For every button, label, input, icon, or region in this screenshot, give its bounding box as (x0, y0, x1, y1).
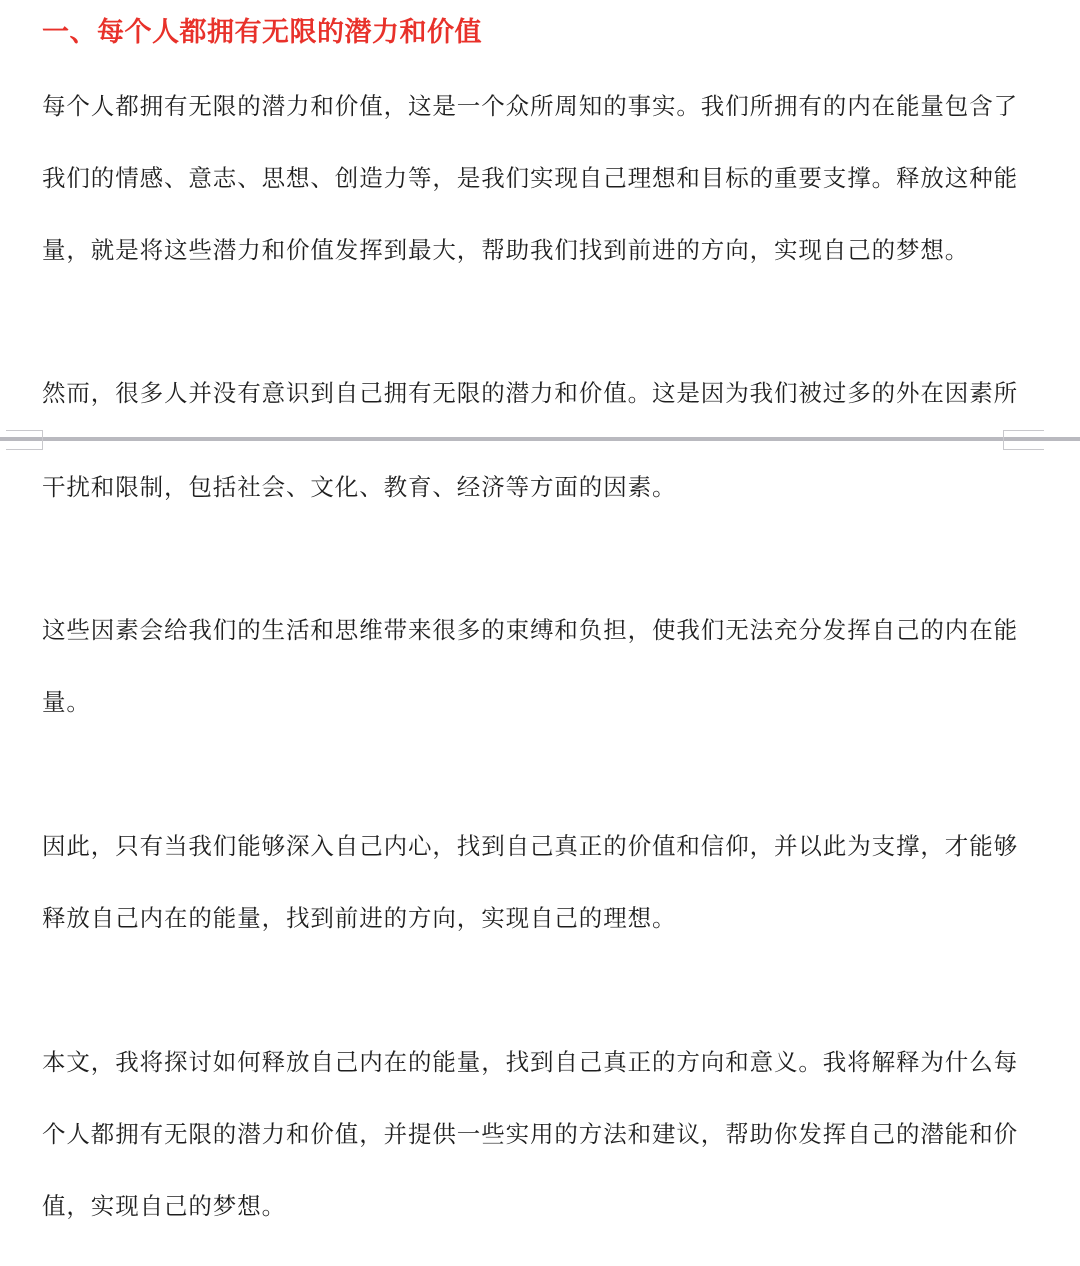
paragraph-line: 这些因素会给我们的生活和思维带来很多的束缚和负担，使我们无法充分发挥自己的内在能 (42, 616, 1018, 644)
paragraph-line: 因此，只有当我们能够深入自己内心，找到自己真正的价值和信仰，并以此为支撑，才能够 (42, 832, 1018, 860)
section-heading: 一、每个人都拥有无限的潜力和价值 (42, 17, 482, 48)
paragraph-line: 释放自己内在的能量，找到前进的方向，实现自己的理想。 (42, 904, 677, 932)
paragraph-line: 我们的情感、意志、思想、创造力等，是我们实现自己理想和目标的重要支撑。释放这种能 (42, 164, 1018, 192)
paragraph-line: 量，就是将这些潜力和价值发挥到最大，帮助我们找到前进的方向，实现自己的梦想。 (42, 236, 970, 264)
paragraph-line: 干扰和限制，包括社会、文化、教育、经济等方面的因素。 (42, 473, 677, 501)
paragraph-line: 量。 (42, 688, 91, 716)
paragraph-line: 本文，我将探讨如何释放自己内在的能量，找到自己真正的方向和意义。我将解释为什么每 (42, 1048, 1018, 1076)
paragraph-line: 个人都拥有无限的潜力和价值，并提供一些实用的方法和建议，帮助你发挥自己的潜能和价 (42, 1120, 1018, 1148)
paragraph-line: 值，实现自己的梦想。 (42, 1192, 286, 1220)
paragraph-line: 每个人都拥有无限的潜力和价值，这是一个众所周知的事实。我们所拥有的内在能量包含了 (42, 92, 1018, 120)
page-break-line (0, 437, 1080, 441)
page-corner-marker-left (6, 430, 43, 450)
page-corner-marker-right (1003, 430, 1044, 450)
paragraph-line: 然而，很多人并没有意识到自己拥有无限的潜力和价值。这是因为我们被过多的外在因素所 (42, 379, 1018, 407)
